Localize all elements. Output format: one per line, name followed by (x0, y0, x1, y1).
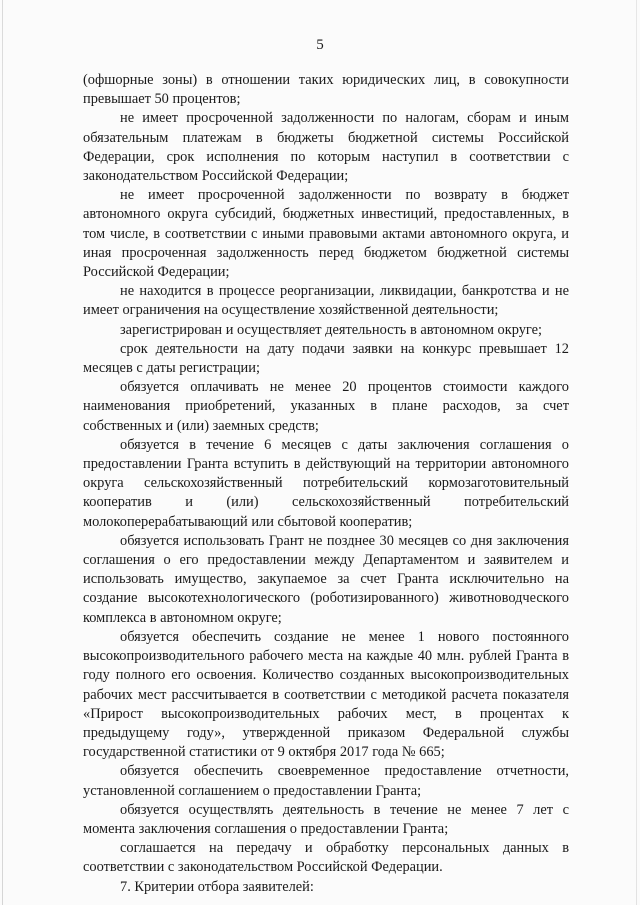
document-body (83, 71, 569, 897)
paragraph-cooperative: обязуется в течение 6 месяцев с даты заключения соглашения о предоставлении Гранта вступить в действующий на территории автономного округа сельскохозяйственный потребительский кормозаготовительный кооператив и (или) сельскохозяйственный потребительский молокоперерабатывающий или сбытовой кооператив; (83, 436, 569, 530)
scan-edge-right (636, 0, 637, 905)
paragraph-registration: зарегистрирован и осуществляет деятельность в автономном округе; (120, 321, 543, 338)
paragraph-personal-data: соглашается на передачу и обработку персональных данных в соответствии с законодательством Российской Федерации. (83, 840, 569, 876)
paragraph-tax-debt: не имеет просроченной задолженности по налогам, сборам и иным обязательным платежам в бюджеты бюджетной системы Российской Федерации, срок исполнения по которым наступил в соответствии с законодательством Российской Федерации; (83, 110, 569, 185)
paragraph-operation-term: обязуется осуществлять деятельность в течение не менее 7 лет с момента заключения соглашения о предоставлении Гранта; (83, 801, 569, 837)
page-number: 5 (316, 37, 324, 53)
paragraph-reorganization: не находится в процессе реорганизации, ликвидации, банкротства и не имеет ограничения на осуществление хозяйственной деятельности; (83, 283, 569, 319)
paragraph-offshore-continuation: (офшорные зоны) в отношении таких юридических лиц, в совокупности превышает 50 процентов; (83, 72, 569, 108)
paragraph-cofinancing: обязуется оплачивать не менее 20 процентов стоимости каждого наименования приобретений, указанных в плане расходов, за счет собственных и (или) заемных средств; (83, 379, 569, 434)
paragraph-budget-debt: не имеет просроченной задолженности по возврату в бюджет автономного округа субсидий, бюджетных инвестиций, предоставленных, в том числе, в соответствии с иными правовыми актами автономного округа, и иная просроченная задолженность перед бюджетом бюджетной системы Российской Федерации; (83, 187, 569, 281)
paragraph-selection-criteria-heading: 7. Критерии отбора заявителей: (120, 878, 314, 895)
paragraph-grant-usage: обязуется использовать Грант не позднее 30 месяцев со дня заключения соглашения о его предоставлении между Департаментом и заявителем и использовать имущество, закупаемое за счет Гранта исключительно на создание высокотехнологического (роботизированного) животноводческого комплекса в автономном округе; (83, 532, 569, 626)
paragraph-workplaces: обязуется обеспечить создание не менее 1 нового постоянного высокопроизводительного рабочего места на каждые 40 млн. рублей Гранта в году полного его освоения. Количество созданных высокопроизводительных рабочих мест рассчитывается в соответствии с методикой расчета показателя «Прирост высокопроизводительных рабочих мест, в процентах к предыдущему году», утвержденной приказом Федеральной службы государственной статистики от 9 октября 2017 года № 665; (83, 628, 569, 761)
paragraph-reporting: обязуется обеспечить своевременное предоставление отчетности, установленной соглашением о предоставлении Гранта; (83, 763, 569, 799)
paragraph-activity-term: срок деятельности на дату подачи заявки на конкурс превышает 12 месяцев с даты регистрации; (83, 340, 569, 377)
scan-edge-left (2, 0, 3, 905)
